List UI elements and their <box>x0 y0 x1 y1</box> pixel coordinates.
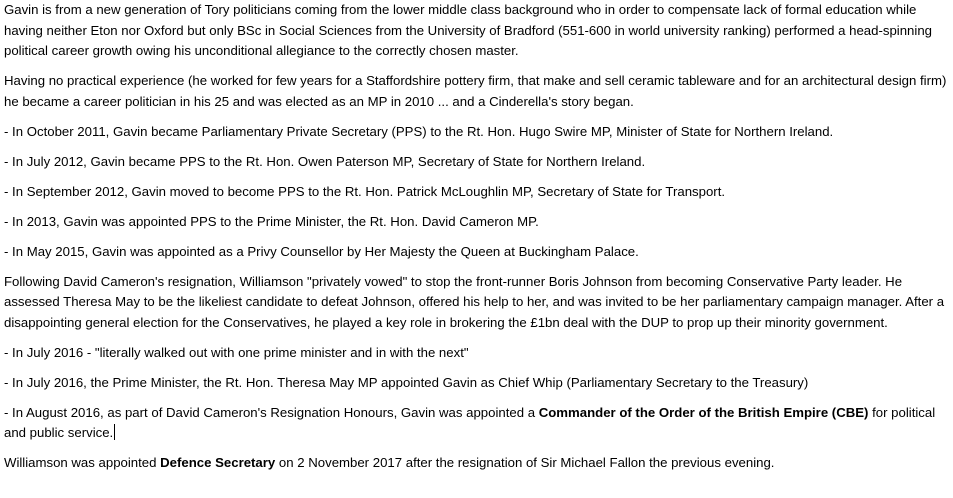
text-run: Williamson was appointed <box>4 455 161 470</box>
document-body[interactable] <box>4 0 950 483</box>
text-cursor <box>114 424 115 440</box>
list-item-may-2015: - In May 2015, Gavin was appointed as a Privy Counsellor by Her Majesty the Queen at Buckingham Palace. <box>4 243 639 259</box>
list-item-jul-2012: - In July 2012, Gavin became PPS to the Rt. Hon. Owen Paterson MP, Secretary of State for Northern Ireland. <box>4 153 646 169</box>
list-item-jul-2016-chief-whip: - In July 2016, the Prime Minister, the Rt. Hon. Theresa May MP appointed Gavin as Chief Whip (Parliamentary Secretary to the Treasury) <box>4 374 809 390</box>
list-item-jul-2016-quote: - In July 2016 - "literally walked out with one prime minister and in with the next" <box>4 344 469 360</box>
list-item-sep-2012: - In September 2012, Gavin moved to become PPS to the Rt. Hon. Patrick McLoughlin MP, Secretary of State for Transport. <box>4 183 726 199</box>
paragraph-defence-secretary <box>4 453 950 474</box>
text-run: on 2 November 2017 after the resignation of Sir Michael Fallon the previous evening. <box>275 455 775 470</box>
list-item-2013: - In 2013, Gavin was appointed PPS to the Prime Minister, the Rt. Hon. David Cameron MP. <box>4 213 539 229</box>
bold-text-run: Commander of the Order of the British Empire (CBE) <box>538 404 869 420</box>
list-item-oct-2011: - In October 2011, Gavin became Parliamentary Private Secretary (PPS) to the Rt. Hon. Hugo Swire MP, Minister of State for Northern Ireland. <box>4 123 834 139</box>
text-run: for political and public service. <box>4 404 936 440</box>
text-run: - In August 2016, as part of David Cameron's Resignation Honours, Gavin was appointed a <box>4 404 539 420</box>
paragraph-experience: Having no practical experience (he worked for few years for a Staffordshire pottery firm, that make and sell ceramic tableware and for an architectural design firm) he became a career politician in his 25 and was elected as an MP in 2010 ... and a Cinderella's story began. <box>4 73 947 109</box>
bold-text-run: Defence Secretary <box>160 455 276 470</box>
paragraph-cameron-resignation: Following David Cameron's resignation, Williamson "privately vowed" to stop the front-runner Boris Johnson from becoming Conservative Party leader. He assessed Theresa May to be the likeliest candidate to defeat Johnson, offered his help to her, and was invited to be her parliamentary campaign manager. After a disappointing general election for the Conservatives, he played a key role in brokering the £1bn deal with the DUP to prop up their minority government. <box>4 273 945 330</box>
paragraph-intro: Gavin is from a new generation of Tory politicians coming from the lower middle class background who in order to compensate lack of formal education while having neither Eton nor Oxford but only BSc in Social Sciences from the University of Bradford (551-600 in world university ranking) performed a head-spinning political career growth owing his unconditional allegiance to the correctly chosen master. <box>4 2 932 58</box>
list-item-aug-2016 <box>4 403 950 444</box>
